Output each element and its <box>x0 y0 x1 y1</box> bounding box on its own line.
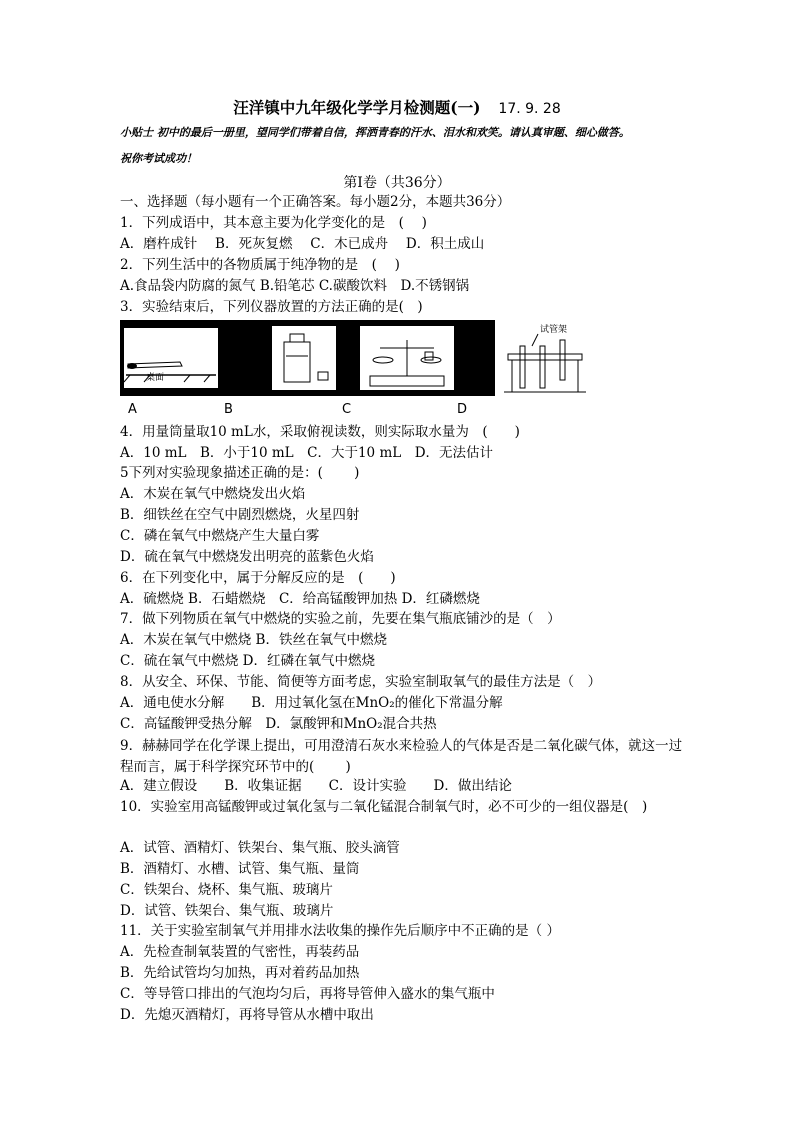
tip-line-2: 祝你考试成功！ <box>120 152 197 165</box>
q11-stem: 11．关于实验室制氧气并用排水法收集的操作先后顺序中不正确的是（ ） <box>120 923 560 939</box>
q8-stem: 8．从安全、环保、节能、简便等方面考虑，实验室制取氧气的最佳方法是（ ） <box>120 674 602 690</box>
q7-stem: 7．做下列物质在氧气中燃烧的实验之前，先要在集气瓶底铺沙的是（ ） <box>120 611 561 627</box>
q11-option-d: D．先熄灭酒精灯，再将导管从水槽中取出 <box>120 1007 374 1023</box>
q5-option-a: A．木炭在氧气中燃烧发出火焰 <box>120 486 306 502</box>
q3-figure-svg <box>120 320 590 396</box>
figure-panel-a <box>124 328 218 388</box>
q9-options: A．建立假设 B．收集证据 C．设计实验 D．做出结论 <box>120 778 512 794</box>
section-instruction: 一、选择题（每小题有一个正确答案。每小题2分，本题共36分） <box>120 194 511 210</box>
q5-stem: 5下列对实验现象描述正确的是：( ) <box>120 465 360 481</box>
tip-line-1: 小贴士 初中的最后一册里，望同学们带着自信，挥洒青春的汗水、泪水和欢笑。请认真审题、细心做答。 <box>120 126 630 139</box>
q11-option-c: C．等导管口排出的气泡均匀后，再将导管伸入盛水的集气瓶中 <box>120 986 495 1002</box>
figure-label-c: C <box>342 402 352 417</box>
figure-label-d: D <box>457 402 468 417</box>
q2-options: A.食品袋内防腐的氮气 B.铅笔芯 C.碳酸饮料 D.不锈钢锅 <box>120 278 470 294</box>
q10-option-d: D．试管、铁架台、集气瓶、玻璃片 <box>120 903 334 919</box>
exam-date: 17. 9. 28 <box>498 101 561 117</box>
q9-stem: 9．赫赫同学在化学课上提出，可用澄清石灰水来检验人的气体是否是二氧化碳气体，就这一过程而言，属于科学探究环节中的( ) <box>120 738 683 775</box>
figure-d-rack-label: 试管架 <box>540 325 568 335</box>
q7-options-2: C．硫在氧气中燃烧 D．红磷在氧气中燃烧 <box>120 653 375 669</box>
exam-title <box>0 96 794 118</box>
q11-option-a: A．先检查制氧装置的气密性，再装药品 <box>120 944 360 960</box>
figure-label-b: B <box>224 402 233 417</box>
q1-options: A．磨杵成针 B．死灰复燃 C．木已成舟 D．积土成山 <box>120 236 485 252</box>
q6-stem: 6．在下列变化中，属于分解反应的是 ( ) <box>120 570 396 586</box>
q1-stem: 1．下列成语中，其本意主要为化学变化的是 ( ) <box>120 215 427 231</box>
q5-option-d: D．硫在氧气中燃烧发出明亮的蓝紫色火焰 <box>120 549 374 565</box>
figure-label-a: A <box>128 402 137 417</box>
q5-option-c: C．磷在氧气中燃烧产生大量白雾 <box>120 528 320 544</box>
q10-stem: 10．实验室用高锰酸钾或过氧化氢与二氧化锰混合制氧气时，必不可少的一组仪器是( ) <box>120 799 648 815</box>
q4-options: A．10 mL B．小于10 mL C．大于10 mL D．无法估计 <box>120 445 494 461</box>
title-text: 汪洋镇中九年级化学学月检测题(一) <box>233 98 481 117</box>
q11-option-b: B．先给试管均匀加热，再对着药品加热 <box>120 965 360 981</box>
q7-options-1: A．木炭在氧气中燃烧 B．铁丝在氧气中燃烧 <box>120 632 387 648</box>
q10-option-c: C．铁架台、烧杯、集气瓶、玻璃片 <box>120 882 333 898</box>
tip-text <box>120 120 690 172</box>
q2-stem: 2．下列生活中的各物质属于纯净物的是 ( ) <box>120 257 400 273</box>
section-title: 第Ⅰ卷（共36分） <box>343 175 451 191</box>
figure-a-desk-label: 桌面 <box>146 373 165 383</box>
q10-option-a: A．试管、酒精灯、铁架台、集气瓶、胶头滴管 <box>120 840 400 856</box>
q3-stem: 3．实验结束后，下列仪器放置的方法正确的是( ) <box>120 299 423 315</box>
q3-figure <box>120 320 590 396</box>
q5-option-b: B．细铁丝在空气中剧烈燃烧，火星四射 <box>120 507 360 523</box>
q6-options: A．硫燃烧 B．石蜡燃烧 C．给高锰酸钾加热 D．红磷燃烧 <box>120 591 480 607</box>
q4-stem: 4．用量筒量取10 mL水，采取俯视读数，则实际取水量为 ( ) <box>120 424 520 440</box>
q10-option-b: B．酒精灯、水槽、试管、集气瓶、量筒 <box>120 861 360 877</box>
q8-options-1: A．通电使水分解 B．用过氧化氢在MnO₂的催化下常温分解 <box>120 695 503 711</box>
q8-options-2: C．高锰酸钾受热分解 D．氯酸钾和MnO₂混合共热 <box>120 716 437 732</box>
